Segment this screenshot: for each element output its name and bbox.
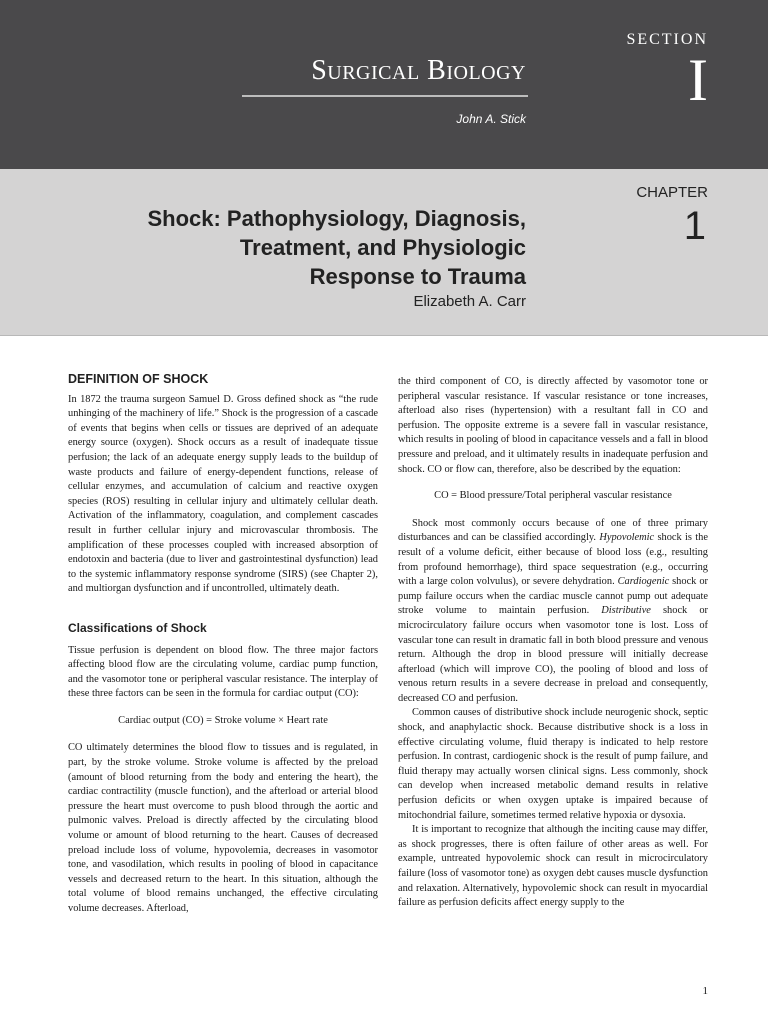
chapter-author: Elizabeth A. Carr [413,293,526,310]
body-paragraph: It is important to recognize that although the inciting cause may differ, as shock progresses, there is often failure of other areas as well. For example, untreated hypovolemic shock can result in microcirculatory failure (loss of vasomotor tone) as oxygen debt causes muscle dysfunction and relaxation. Alternatively, hypovolemic shock can result in myocardial failure as perfusion deficits affect energy supply to the [398,824,708,909]
left-text-column [68,368,378,917]
co-resistance-equation: CO = Blood pressure/Total peripheral vascular resistance [434,490,672,502]
body-text: shock is the result of a volume deficit, either because of blood loss (e.g., resulting from profound hemorrhage), third space sequestration (e.g., occurring with a large colon volvulus), or severe dehydration. [398,532,708,588]
body-text: Shock most commonly occurs because of one of three primary disturbances and can be classified accordingly. [398,517,708,544]
chapter-title-line: Shock: Pathophysiology, Diagnosis, [147,206,526,231]
body-paragraph: Tissue perfusion is dependent on blood flow. The three major factors affecting blood flow are the circulating volume, cardiac pump function, and the vasomotor tone or peripheral vascular resistance. The interplay of these three factors can be seen in the formula for cardiac output (CO): [68,644,378,700]
chapter-header-band [0,169,768,336]
heading-definition-of-shock: DEFINITION OF SHOCK [68,372,209,386]
term-hypovolemic: Hypovolemic [599,532,655,544]
chapter-title-line: Treatment, and Physiologic [239,235,526,260]
section-title-rule [242,95,528,97]
section-author: John A. Stick [456,112,526,126]
body-text: shock or pump failure occurs when the cardiac muscle cannot pump out adequate stroke volume to maintain perfusion. [398,576,708,617]
section-label: SECTION [626,31,708,48]
section-header-band [0,0,768,169]
right-text-column [398,375,708,911]
chapter-title-line: Response to Trauma [309,264,526,289]
section-title: Surgical Biology [311,55,526,86]
term-cardiogenic: Cardiogenic [617,576,670,588]
body-paragraph: Common causes of distributive shock include neurogenic shock, septic shock, and anaphylactic shock. Because distributive shock is a loss in effective circulating volume, fluid therapy is indicated to help restore perfusion. In contrast, cardiogenic shock is the result of pump failure, and fluid therapy may actually worsen clinical signs. Less commonly, shock can develop when increased metabolic demand results in relative perfusion deficits or when oxygen uptake is impaired because of mitochondrial failure, sometimes termed relative hypoxia or dysoxia. [398,707,708,821]
body-paragraph: In 1872 the trauma surgeon Samuel D. Gross defined shock as “the rude unhinging of the machinery of life.” Shock is the progression of a cascade of events that begins when cells or tissues are deprived of an adequate energy source (oxygen). Shock occurs as a result of inadequate tissue perfusion; the lack of an adequate energy supply leads to the buildup of waste products and failure of energy-dependent functions, release of cellular enzymes, and accumulation of calcium and reactive oxygen species (ROS) resulting in cellular injury and ultimately cellular death. Activation of the inflammatory, coagulation, and complement cascades result in further cellular injury and microvascular thrombosis. The amplification of these processes coupled with increased absorption of endotoxin and bacteria (due to liver and gastrointestinal dysfunction) lead to the systemic inflammatory response syndrome (SIRS) (see Chapter 2), and multiorgan dysfunction and if uncontrolled, ultimately death. [68,393,378,595]
body-paragraph: the third component of CO, is directly affected by vasomotor tone or peripheral vascular resistance. If vascular resistance or tone increases, afterload also rises (hypertension) with a resultant fall in CO and perfusion. The opposite extreme is a severe fall in vascular resistance, which results in pooling of blood in capacitance vessels and a fall in blood pressure and preload, and it ultimately results in inadequate perfusion and shock. CO or flow can, therefore, also be described by the equation: [398,376,708,475]
heading-classifications-of-shock: Classifications of Shock [68,620,207,635]
body-paragraph: CO ultimately determines the blood flow to tissues and is regulated, in part, by the stroke volume. Stroke volume is affected by the preload (amount of blood returning from the body and entering the heart), the cardiac contractility (muscle function), and the afterload or arterial blood pressure the heart must overcome to push blood through the aortic and pulmonic valves. Preload is directly affected by the circulating blood volume or amount of blood returning to the heart. Causes of decreased preload include loss of volume, hypovolemia, decreases in vasomotor tone, and vasodilation, which results in pooling of blood in capacitance vessels and decreased return to the heart. In this situation, although the total volume of blood remains unchanged, the effective circulating volume decreases. Afterload, [68,742,378,914]
body-paragraph [398,517,708,707]
section-number: I [688,47,708,113]
chapter-title [46,204,526,291]
body-text: shock or microcirculatory failure occurs when vasomotor tone is lost. Loss of vascular tone can result in dramatic fall in both blood pressure and venous return. Although the drop in blood pressure will initially decrease afterload (which will improve CO), the pooling of blood and loss of venous return results in a severe decrease in preload and consequently, decreased CO and perfusion. [398,605,708,704]
page-number: 1 [702,985,708,997]
cardiac-output-equation: Cardiac output (CO) = Stroke volume × Heart rate [118,714,328,726]
chapter-number: 1 [683,204,706,248]
chapter-label: CHAPTER [636,184,708,201]
term-distributive: Distributive [601,605,651,617]
